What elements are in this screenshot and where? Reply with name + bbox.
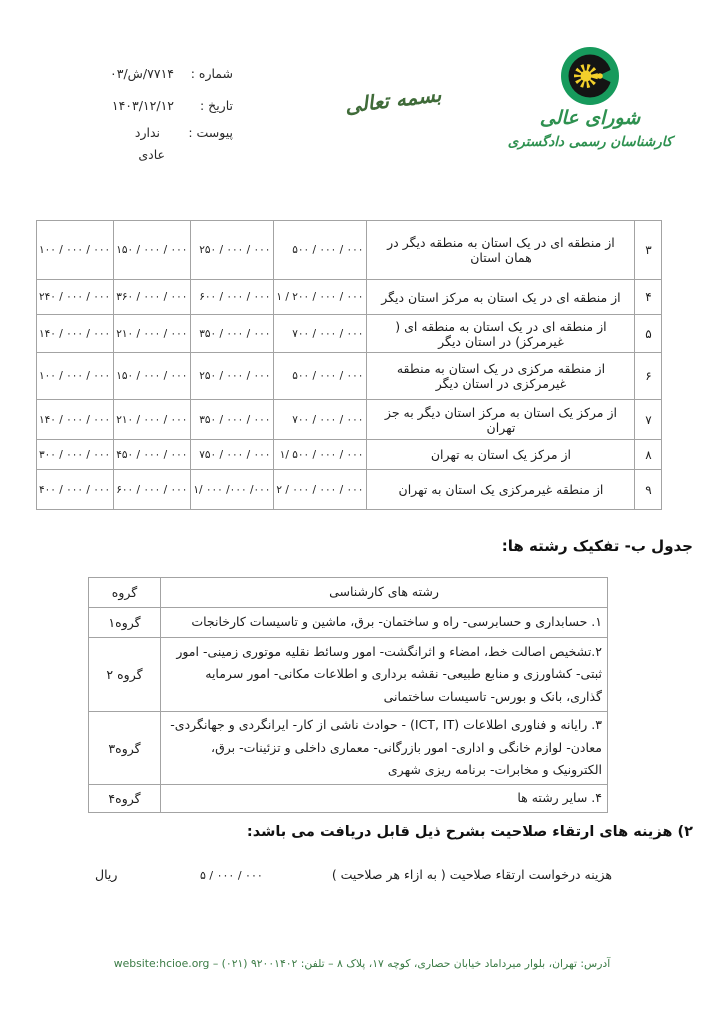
fee-value: ۲۱۰ / ۰۰۰ / ۰۰۰: [114, 400, 191, 440]
fee-value: ۷۵۰ / ۰۰۰ / ۰۰۰: [191, 440, 274, 470]
fee-value: ۷۰۰ / ۰۰۰ / ۰۰۰: [274, 400, 367, 440]
doc-attachment-value: ندارد: [134, 125, 160, 140]
table-row: [37, 400, 662, 440]
table-row: [37, 470, 662, 510]
group-cell: گروه۴: [89, 785, 161, 813]
table-header-row: [89, 578, 608, 608]
upgrade-fee-label: هزینه درخواست ارتقاء صلاحیت ( به ازاء هر صلاحیت ): [331, 867, 612, 882]
currency-unit: ریال: [95, 867, 118, 882]
row-description: از منطقه ای در یک استان به منطقه ای ( غیرمرکز) در استان دیگر: [367, 315, 635, 353]
group-column-header: گروه: [89, 578, 161, 608]
fee-value: ۱۴۰ / ۰۰۰ / ۰۰۰: [37, 400, 114, 440]
fields-cell: ۴. سایر رشته ها: [161, 785, 608, 813]
fee-value: ۶۰۰ / ۰۰۰ / ۰۰۰: [191, 280, 274, 315]
row-number: ۸: [635, 440, 662, 470]
fee-value: ۲ / ۰۰۰ / ۰۰۰ / ۰۰۰: [274, 470, 367, 510]
fields-groups-table: [88, 577, 608, 813]
doc-date-row: [110, 98, 233, 113]
fee-value: ۱۰۰ / ۰۰۰ / ۰۰۰: [37, 221, 114, 280]
row-description: از منطقه ای در یک استان به منطقه دیگر در همان استان: [367, 221, 635, 280]
fee-value: ۳۵۰ / ۰۰۰ / ۰۰۰: [191, 315, 274, 353]
org-name-line1: شورای عالی: [539, 107, 641, 129]
doc-number-label: شماره :: [190, 66, 233, 81]
table-row: [37, 315, 662, 353]
row-number: ۴: [635, 280, 662, 315]
besmele-calligraphy: بسمه تعالی: [343, 82, 443, 118]
fee-value: ۵۰۰ / ۰۰۰ / ۰۰۰: [274, 221, 367, 280]
table-row: [37, 221, 662, 280]
row-description: از مرکز یک استان به مرکز استان دیگر به جز تهران: [367, 400, 635, 440]
footer-address: آدرس: تهران، بلوار میرداماد خیابان حصاری، کوچه ۱۷، پلاک ۸ – تلفن: ۹۲۰۰۱۴۰۲ (۰۲۱) – website:hcioe.org: [113, 957, 611, 970]
fee-value: ۱/ ۵۰۰ / ۰۰۰ / ۰۰۰: [274, 440, 367, 470]
row-number: ۹: [635, 470, 662, 510]
table-row: [37, 353, 662, 400]
fields-cell: ۲.تشخیص اصالت خط، امضاء و اثرانگشت- امور وسائط نقلیه موتوری زمینی- امور ثبتی- کشاورزی و منابع طبیعی- نقشه برداری و اطلاعات مکانی- امور سرمایه گذاری، بانک و بورس- تاسیسات ساختمانی: [161, 638, 608, 712]
fee-value: ۱۴۰ / ۰۰۰ / ۰۰۰: [37, 315, 114, 353]
fee-value: ۱۵۰ / ۰۰۰ / ۰۰۰: [114, 353, 191, 400]
doc-date-label: تاریخ :: [199, 98, 233, 113]
doc-classification-value: عادی: [138, 147, 165, 162]
fee-value: ۴۰۰ / ۰۰۰ / ۰۰۰: [37, 470, 114, 510]
fee-value: ۱۰۰ / ۰۰۰ / ۰۰۰: [37, 353, 114, 400]
group-cell: گروه۳: [89, 712, 161, 785]
fee-value: ۲۵۰ / ۰۰۰ / ۰۰۰: [191, 221, 274, 280]
table-row: [89, 785, 608, 813]
fields-column-header: رشته های کارشناسی: [161, 578, 608, 608]
org-header: [486, 46, 694, 150]
doc-attachment-row: [110, 125, 233, 140]
fee-value: ۳۵۰ / ۰۰۰ / ۰۰۰: [191, 400, 274, 440]
table-row: [37, 440, 662, 470]
group-cell: گروه ۲: [89, 638, 161, 712]
row-number: ۶: [635, 353, 662, 400]
fee-value: ۴۵۰ / ۰۰۰ / ۰۰۰: [114, 440, 191, 470]
doc-date-value: ۱۴۰۳/۱۲/۱۲: [111, 98, 174, 113]
upgrade-fee-amount: ۵ / ۰۰۰ / ۰۰۰: [200, 869, 263, 882]
doc-classification-row: [110, 147, 165, 162]
section-b-title: جدول ب- تفکیک رشته ها:: [501, 537, 693, 555]
row-description: از منطقه ای در یک استان به مرکز استان دیگر: [367, 280, 635, 315]
fee-value: ۱ / ۲۰۰ / ۰۰۰ / ۰۰۰: [274, 280, 367, 315]
fee-value: ۵۰۰ / ۰۰۰ / ۰۰۰: [274, 353, 367, 400]
table-row: [89, 638, 608, 712]
section-2-title: ۲) هزینه های ارتقاء صلاحیت بشرح ذیل قابل دریافت می باشد:: [246, 824, 693, 840]
fee-value: ۲۴۰ / ۰۰۰ / ۰۰۰: [37, 280, 114, 315]
row-number: ۷: [635, 400, 662, 440]
row-description: از مرکز یک استان به تهران: [367, 440, 635, 470]
fee-schedule-table: [36, 220, 662, 510]
doc-number-value: ۷۷۱۴/ش/۰۳: [110, 66, 174, 81]
fee-value: ۲۵۰ / ۰۰۰ / ۰۰۰: [191, 353, 274, 400]
doc-attachment-label: پیوست :: [188, 125, 233, 140]
fee-value: ۷۰۰ / ۰۰۰ / ۰۰۰: [274, 315, 367, 353]
fee-value: ۱/ ۰۰۰ /۰۰۰ /۰۰۰: [191, 470, 274, 510]
document-meta-block: [110, 66, 233, 162]
table-row: [37, 280, 662, 315]
table-row: [89, 712, 608, 785]
table-row: [89, 608, 608, 638]
group-cell: گروه۱: [89, 608, 161, 638]
fee-value: ۶۰۰ / ۰۰۰ / ۰۰۰: [114, 470, 191, 510]
fee-value: ۳۶۰ / ۰۰۰ / ۰۰۰: [114, 280, 191, 315]
row-number: ۵: [635, 315, 662, 353]
org-name-line2: کارشناسان رسمی دادگستری: [507, 134, 673, 150]
fee-value: ۳۰۰ / ۰۰۰ / ۰۰۰: [37, 440, 114, 470]
org-logo-icon: [560, 46, 620, 106]
fee-value: ۱۵۰ / ۰۰۰ / ۰۰۰: [114, 221, 191, 280]
fee-value: ۲۱۰ / ۰۰۰ / ۰۰۰: [114, 315, 191, 353]
doc-number-row: [110, 66, 233, 81]
row-description: از منطقه غیرمرکزی یک استان به تهران: [367, 470, 635, 510]
fields-cell: ۱. حسابداری و حسابرسی- راه و ساختمان- برق، ماشین و تاسیسات کارخانجات: [161, 608, 608, 638]
row-description: از منطقه مرکزی در یک استان به منطقه غیرمرکزی در استان دیگر: [367, 353, 635, 400]
fields-cell: ۳. رایانه و فناوری اطلاعات (ICT, IT) - حوادث ناشی از کار- ایرانگردی و جهانگردی- معادن- لوازم خانگی و اداری- امور بازرگانی- معماری داخلی و تزئینات- برق، الکترونیک و مخابرات- برنامه ریزی شهری: [161, 712, 608, 785]
row-number: ۳: [635, 221, 662, 280]
